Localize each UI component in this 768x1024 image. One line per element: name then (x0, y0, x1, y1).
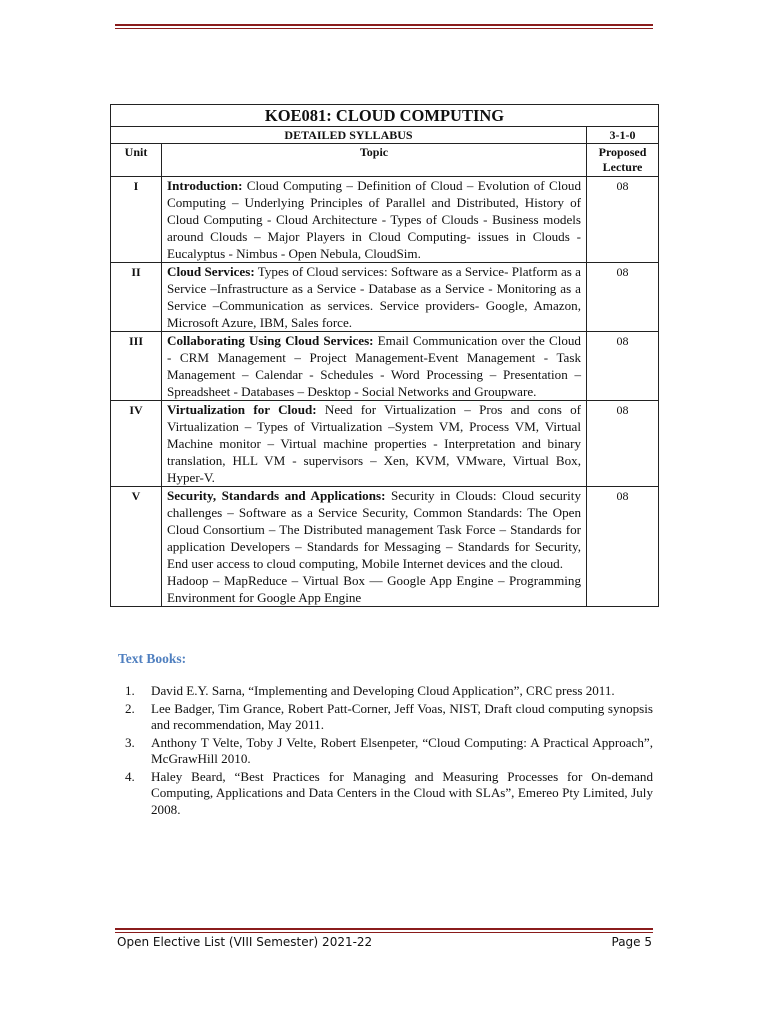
book-citation: Anthony T Velte, Toby J Velte, Robert Elsenpeter, “Cloud Computing: A Practical Approach”, McGrawHill 2010. (151, 734, 653, 766)
unit-header: Unit (111, 144, 162, 177)
syllabus-table (110, 104, 659, 607)
list-number: 2. (125, 700, 135, 716)
footer-rule-thin (115, 932, 653, 933)
list-item (125, 769, 653, 819)
list-item (125, 735, 653, 768)
topic-heading: Virtualization for Cloud: (167, 402, 317, 417)
list-item (125, 701, 653, 734)
topic-heading: Introduction: (167, 178, 243, 193)
topic-cell (162, 332, 587, 401)
topic-text: Security in Clouds: Cloud security challenges – Software as a Service Security, Common Standards: The Open Cloud Consortium – The Distributed management Task Force – Standards for application Developers – Standards for Messaging – Standards for Security, End user access to cloud computing, Mobile Internet devices and the cloud. (167, 488, 581, 571)
table-row (111, 263, 659, 332)
list-number: 3. (125, 734, 135, 750)
book-citation: Haley Beard, “Best Practices for Managing and Measuring Processes for On-demand Computing, Applications and Data Centers in the Cloud with SLAs”, Emereo Pty Limited, July 2008. (151, 768, 653, 817)
text-books-list (125, 683, 653, 819)
course-title-row (111, 105, 659, 127)
book-citation: David E.Y. Sarna, “Implementing and Developing Cloud Application”, CRC press 2011. (151, 683, 615, 698)
lecture-count: 08 (587, 177, 659, 263)
lecture-count: 08 (587, 263, 659, 332)
topic-header: Topic (162, 144, 587, 177)
ltp-value: 3-1-0 (587, 127, 659, 144)
header-rule-thin (115, 28, 653, 29)
unit-number: II (111, 263, 162, 332)
unit-number: III (111, 332, 162, 401)
list-number: 1. (125, 683, 135, 698)
unit-number: V (111, 487, 162, 607)
course-title: KOE081: CLOUD COMPUTING (111, 105, 659, 127)
page-number: Page 5 (611, 935, 652, 949)
syllabus-subtitle: DETAILED SYLLABUS (111, 127, 587, 144)
footer-rule-thick (115, 928, 653, 930)
lecture-count: 08 (587, 401, 659, 487)
lecture-header-line1: Proposed (598, 145, 647, 159)
topic-cell (162, 263, 587, 332)
lecture-header-line2: Lecture (602, 160, 643, 174)
topic-text: Need for Virtualization – Pros and cons of Virtualization – Types of Virtualization –System VM, Process VM, Virtual Machine monitor – Virtual machine properties - Interpretation and binary translation, HLL VM - supervisors – Xen, KVM, VMware, Virtual Box, Hyper-V. (167, 402, 582, 485)
topic-heading: Cloud Services: (167, 264, 255, 279)
table-row (111, 332, 659, 401)
topic-cell (162, 177, 587, 263)
lecture-header (587, 144, 659, 177)
list-number: 4. (125, 768, 135, 784)
table-row (111, 177, 659, 263)
table-row (111, 401, 659, 487)
unit-number: I (111, 177, 162, 263)
lecture-count: 08 (587, 487, 659, 607)
topic-cell (162, 401, 587, 487)
book-citation: Lee Badger, Tim Grance, Robert Patt-Corner, Jeff Voas, NIST, Draft cloud computing synopsis and recommendation, May 2011. (151, 700, 653, 732)
column-header-row (111, 144, 659, 177)
unit-number: IV (111, 401, 162, 487)
topic-heading: Security, Standards and Applications: (167, 488, 386, 503)
topic-text: Cloud Computing – Definition of Cloud – Evolution of Cloud Computing – Underlying Principles of Parallel and Distributed, History of Cloud Computing - Cloud Architecture - Types of Clouds - Business models around Clouds – Major Players in Cloud Computing- issues in Clouds - Eucalyptus - Nimbus - Open Nebula, CloudSim. (167, 178, 581, 261)
text-books-heading: Text Books: (118, 651, 187, 666)
topic-text-continued: Hadoop – MapReduce – Virtual Box — Google App Engine – Programming Environment for Google App Engine (167, 573, 581, 605)
table-row (111, 487, 659, 607)
list-item (125, 683, 653, 700)
subtitle-row (111, 127, 659, 144)
header-rule-thick (115, 24, 653, 26)
topic-text: Email Communication over the Cloud - CRM Management – Project Management-Event Management - Task Management – Calendar - Schedules - Word Processing – Presentation – Spreadsheet - Databases – Desktop - Social Networks and Groupware. (167, 333, 581, 399)
topic-heading: Collaborating Using Cloud Services: (167, 333, 374, 348)
footer-title: Open Elective List (VIII Semester) 2021-22 (117, 935, 373, 949)
topic-cell (162, 487, 587, 607)
lecture-count: 08 (587, 332, 659, 401)
topic-text: Types of Cloud services: Software as a Service- Platform as a Service –Infrastructure as a Service - Database as a Service - Monitoring as a Service –Communication as services. Service providers- Google, Amazon, Microsoft Azure, IBM, Sales force. (167, 264, 581, 330)
